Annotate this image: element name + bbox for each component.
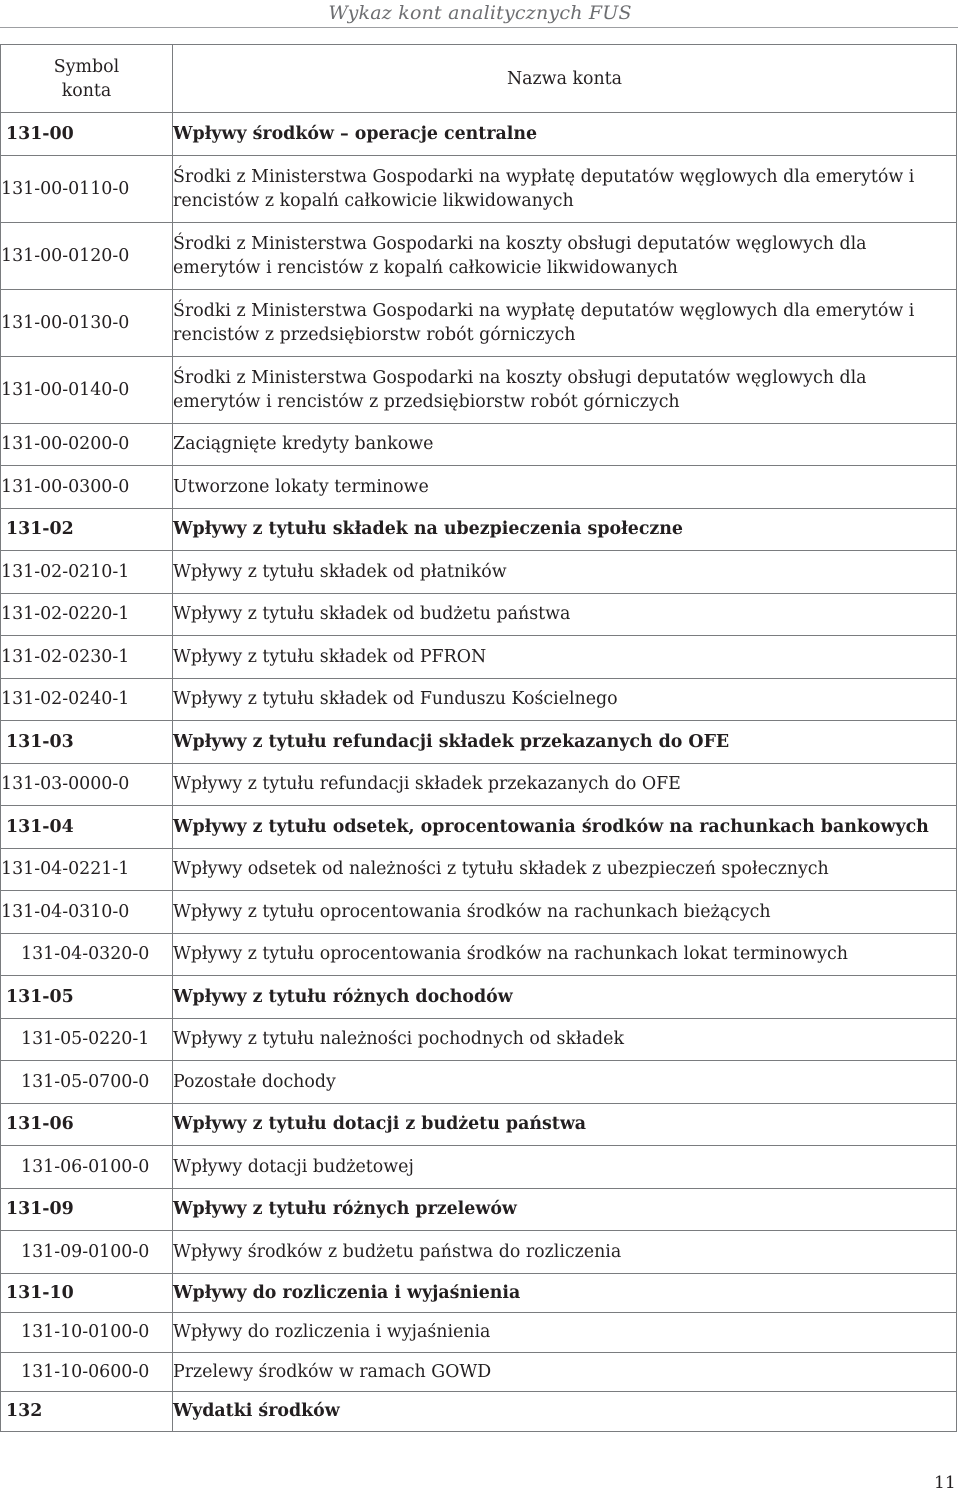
- account-name: Wpływy z tytułu składek od Funduszu Kościelnego: [173, 678, 957, 721]
- account-code: 131-10: [1, 1273, 173, 1313]
- account-name: Środki z Ministerstwa Gospodarki na wypłatę deputatów węglowych dla emerytów i rencistów z kopalń całkowicie likwidowanych: [173, 155, 957, 222]
- account-code: 131-05-0700-0: [1, 1061, 173, 1104]
- table-row: [1, 1146, 957, 1189]
- table-row: [1, 1103, 957, 1146]
- page-number: 11: [934, 1473, 956, 1493]
- account-name: Wpływy z tytułu dotacji z budżetu państwa: [173, 1103, 957, 1146]
- table-row: [1, 891, 957, 934]
- table-row: [1, 113, 957, 156]
- account-name: Wpływy z tytułu składek od płatników: [173, 551, 957, 594]
- account-name: Wpływy środków – operacje centralne: [173, 113, 957, 156]
- table-row: [1, 423, 957, 466]
- account-code: 131-10-0600-0: [1, 1352, 173, 1392]
- account-name: Wpływy z tytułu refundacji składek przekazanych do OFE: [173, 763, 957, 806]
- account-name: Wpływy środków z budżetu państwa do rozliczenia: [173, 1231, 957, 1274]
- account-code: 131-00-0120-0: [1, 222, 173, 289]
- account-code: 131-03: [1, 721, 173, 764]
- account-name: Środki z Ministerstwa Gospodarki na koszty obsługi deputatów węglowych dla emerytów i rencistów z przedsiębiorstw robót górniczych: [173, 356, 957, 423]
- header-rule: [0, 27, 958, 28]
- table-row: [1, 763, 957, 806]
- accounts-table: [0, 44, 957, 1432]
- account-code: 131-00-0140-0: [1, 356, 173, 423]
- account-code: 131-04-0320-0: [1, 933, 173, 976]
- account-name: Środki z Ministerstwa Gospodarki na koszty obsługi deputatów węglowych dla emerytów i rencistów z kopalń całkowicie likwidowanych: [173, 222, 957, 289]
- account-code: 131-02: [1, 508, 173, 551]
- account-code: 131-06-0100-0: [1, 1146, 173, 1189]
- table-row: [1, 1392, 957, 1432]
- account-name: Wpływy z tytułu składek na ubezpieczenia społeczne: [173, 508, 957, 551]
- account-name: Wpływy z tytułu składek od PFRON: [173, 636, 957, 679]
- table-row: [1, 289, 957, 356]
- account-name: Przelewy środków w ramach GOWD: [173, 1352, 957, 1392]
- account-name: Wpływy dotacji budżetowej: [173, 1146, 957, 1189]
- column-header-symbol-line2: konta: [61, 80, 112, 101]
- table-row: [1, 976, 957, 1019]
- account-name: Zaciągnięte kredyty bankowe: [173, 423, 957, 466]
- account-code: 131-00-0110-0: [1, 155, 173, 222]
- account-code: 131-03-0000-0: [1, 763, 173, 806]
- table-row: [1, 848, 957, 891]
- table-row: [1, 1188, 957, 1231]
- account-code: 131-00-0130-0: [1, 289, 173, 356]
- account-code: 131-02-0240-1: [1, 678, 173, 721]
- account-code: 131-04: [1, 806, 173, 849]
- account-name: Wpływy z tytułu należności pochodnych od składek: [173, 1018, 957, 1061]
- account-code: 131-06: [1, 1103, 173, 1146]
- account-name: Wpływy z tytułu refundacji składek przekazanych do OFE: [173, 721, 957, 764]
- column-header-symbol-line1: Symbol: [53, 56, 120, 77]
- table-row: [1, 222, 957, 289]
- account-name: Wpływy z tytułu odsetek, oprocentowania środków na rachunkach bankowych: [173, 806, 957, 849]
- table-row: [1, 933, 957, 976]
- account-code: 131-00: [1, 113, 173, 156]
- table-row: [1, 1061, 957, 1104]
- account-code: 131-05: [1, 976, 173, 1019]
- table-row: [1, 806, 957, 849]
- table-row: [1, 466, 957, 509]
- account-name: Wpływy do rozliczenia i wyjaśnienia: [173, 1273, 957, 1313]
- account-code: 131-04-0221-1: [1, 848, 173, 891]
- account-code: 132: [1, 1392, 173, 1432]
- table-row: [1, 721, 957, 764]
- account-name: Wpływy z tytułu oprocentowania środków na rachunkach bieżących: [173, 891, 957, 934]
- account-code: 131-02-0230-1: [1, 636, 173, 679]
- table-header-row: [1, 45, 957, 113]
- table-row: [1, 678, 957, 721]
- account-code: 131-04-0310-0: [1, 891, 173, 934]
- account-code: 131-09: [1, 1188, 173, 1231]
- column-header-symbol: [1, 45, 173, 113]
- account-code: 131-05-0220-1: [1, 1018, 173, 1061]
- table-row: [1, 636, 957, 679]
- account-name: Wpływy z tytułu różnych dochodów: [173, 976, 957, 1019]
- table-row: [1, 1313, 957, 1353]
- account-code: 131-00-0300-0: [1, 466, 173, 509]
- account-name: Wpływy z tytułu składek od budżetu państwa: [173, 593, 957, 636]
- table-row: [1, 155, 957, 222]
- account-code: 131-02-0210-1: [1, 551, 173, 594]
- account-name: Wpływy odsetek od należności z tytułu składek z ubezpieczeń społecznych: [173, 848, 957, 891]
- account-name: Wpływy z tytułu oprocentowania środków na rachunkach lokat terminowych: [173, 933, 957, 976]
- account-code: 131-10-0100-0: [1, 1313, 173, 1353]
- account-name: Wydatki środków: [173, 1392, 957, 1432]
- column-header-name: Nazwa konta: [173, 45, 957, 113]
- running-header: Wykaz kont analitycznych FUS: [328, 2, 632, 24]
- account-name: Wpływy z tytułu różnych przelewów: [173, 1188, 957, 1231]
- account-code: 131-00-0200-0: [1, 423, 173, 466]
- account-name: Środki z Ministerstwa Gospodarki na wypłatę deputatów węglowych dla emerytów i rencistów z przedsiębiorstw robót górniczych: [173, 289, 957, 356]
- account-name: Utworzone lokaty terminowe: [173, 466, 957, 509]
- table-row: [1, 1273, 957, 1313]
- table-row: [1, 551, 957, 594]
- account-name: Pozostałe dochody: [173, 1061, 957, 1104]
- table-row: [1, 1352, 957, 1392]
- table-row: [1, 1018, 957, 1061]
- table-row: [1, 1231, 957, 1274]
- account-code: 131-02-0220-1: [1, 593, 173, 636]
- table-row: [1, 593, 957, 636]
- table-row: [1, 356, 957, 423]
- account-name: Wpływy do rozliczenia i wyjaśnienia: [173, 1313, 957, 1353]
- accounts-table-wrapper: [0, 44, 956, 1432]
- account-code: 131-09-0100-0: [1, 1231, 173, 1274]
- table-row: [1, 508, 957, 551]
